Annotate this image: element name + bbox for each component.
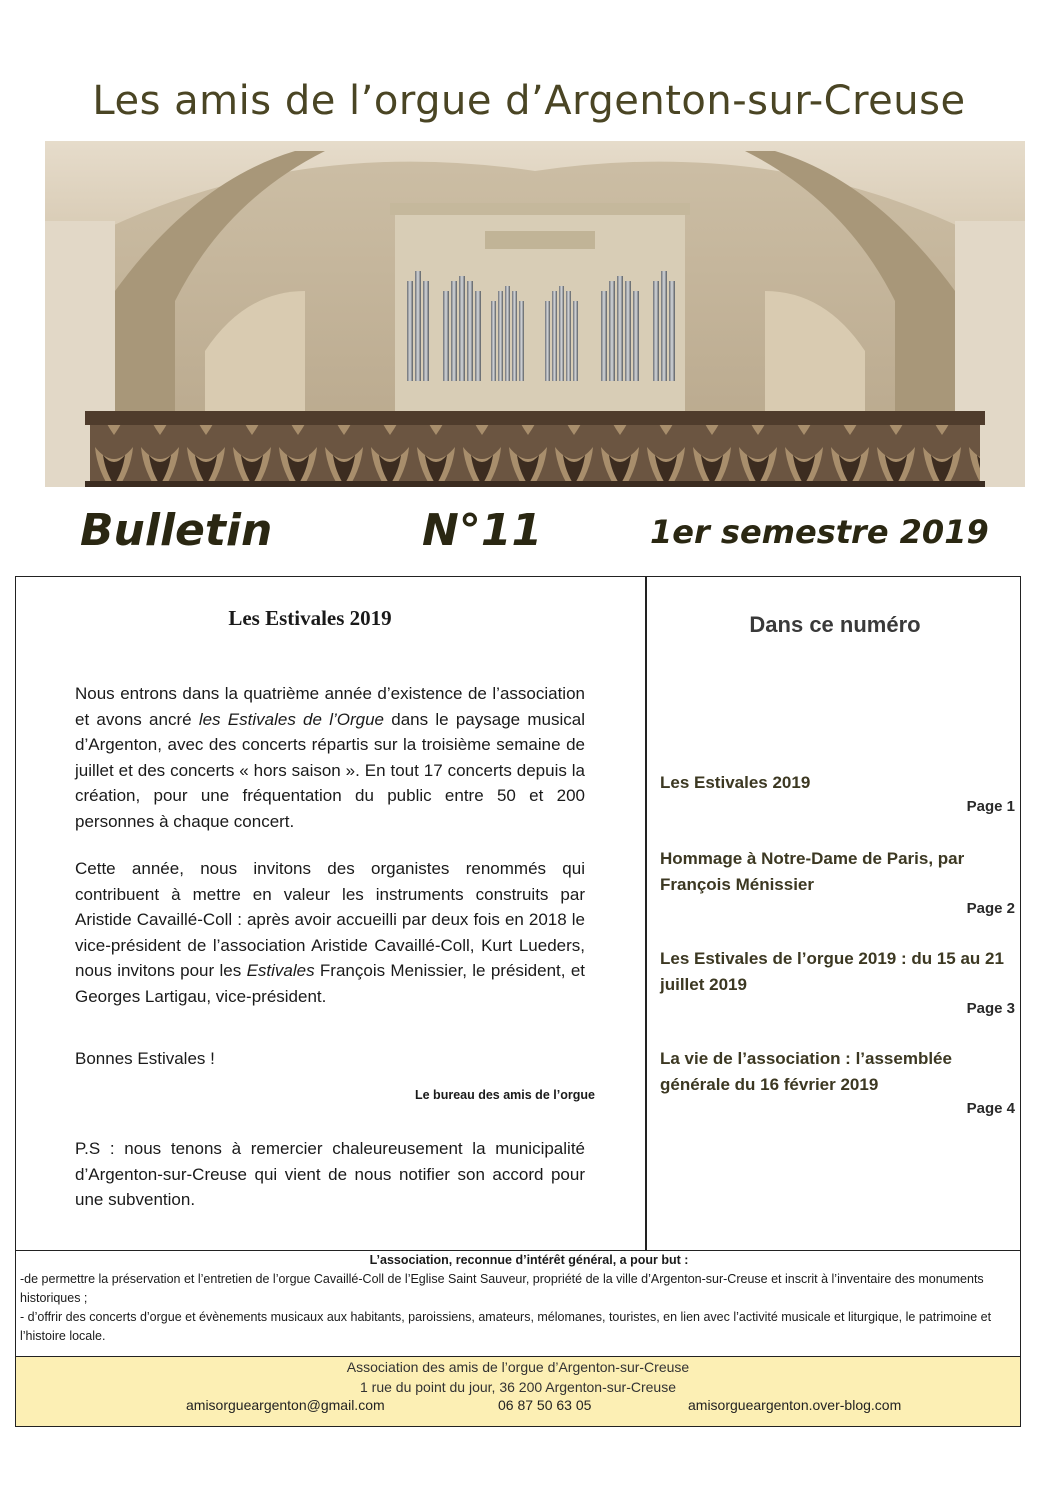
footer-email-link[interactable]: amisorgueargenton@gmail.com [186,1397,385,1413]
footer-phone: 06 87 50 63 05 [498,1397,592,1413]
article-paragraph-2: Cette année, nous invitons des organistes renommés qui contribuent à mettre en valeur les instruments construits par Aristide Cavaillé-Coll : après avoir accueilli par deux fois en 2018 le vice-président de l’association Aristide Cavaillé-Coll, Kurt Lueders, nous invitons pour les Estivales François Menissier, le président, et Georges Lartigau, vice-président. [75,859,585,1006]
contact-footer [15,1357,1021,1427]
toc-item[interactable] [660,1046,1015,1117]
article-column [75,606,585,1069]
purpose-line-2: - d’offrir des concerts d’orgue et évènements musicaux aux habitants, paroissiens, amateurs, mélomanes, touristes, en lien avec l’activité musicale et liturgique, le patrimoine et l’histoire locale. [20,1310,992,1343]
toc-item-title: Hommage à Notre-Dame de Paris, par François Ménissier [660,849,965,894]
bulletin-number: N°11 [422,505,543,556]
article-signature: Le bureau des amis de l’orgue [415,1088,595,1102]
article-greeting: Bonnes Estivales ! [75,1049,215,1068]
toc-item-page: Page 4 [966,1100,1015,1117]
toc-item-page: Page 3 [966,1000,1015,1017]
table-of-contents [660,612,1020,1117]
organ-photo [45,141,1025,487]
bulletin-header [0,505,1058,565]
newsletter-masthead: Les amis de l’orgue d’Argenton-sur-Creuse [92,78,966,124]
footer-address: 1 rue du point du jour, 36 200 Argenton-sur-Creuse [360,1379,676,1395]
toc-item[interactable] [660,946,1015,1017]
toc-item-title: Les Estivales 2019 [660,773,811,792]
toc-item[interactable] [660,846,1015,917]
purpose-title: L’association, reconnue d’intérêt général, a pour but : [369,1253,689,1267]
purpose-text [20,1270,1010,1346]
toc-item-page: Page 1 [966,798,1015,815]
toc-item-page: Page 2 [966,900,1015,917]
footer-website-link[interactable]: amisorgueargenton.over-blog.com [688,1397,902,1413]
article-paragraph-1: Nous entrons dans la quatrième année d’existence de l’association et avons ancré les Estivales de l’Orgue dans le paysage musical d’Argenton, avec des concerts répartis sur la troisième semaine de juillet et des concerts « hors saison ». En tout 17 concerts depuis la création, pour une fréquentation du public entre 50 et 200 personnes à chaque concert. [75,684,585,831]
article-postscript: P.S : nous tenons à remercier chaleureusement la municipalité d’Argenton-sur-Creuse qui vient de nous notifier son accord pour une subvention. [75,1139,585,1209]
bulletin-semester: 1er semestre 2019 [650,513,989,551]
footer-association-name: Association des amis de l’orgue d’Argenton-sur-Creuse [346,1359,690,1375]
purpose-line-1: -de permettre la préservation et l’entretien de l’orgue Cavaillé-Coll de l’Eglise Saint Sauveur, propriété de la ville d’Argenton-sur-Creuse et inscrit à l’inventaire des monuments historiques ; [20,1272,984,1305]
column-divider [645,576,647,1251]
toc-heading: Dans ce numéro [749,612,921,637]
article-title: Les Estivales 2019 [228,606,392,630]
bulletin-label: Bulletin [80,505,273,556]
toc-item[interactable] [660,770,1015,815]
toc-item-title: La vie de l’association : l’assemblée générale du 16 février 2019 [660,1049,952,1094]
toc-item-title: Les Estivales de l’orgue 2019 : du 15 au 21 juillet 2019 [660,949,1004,994]
